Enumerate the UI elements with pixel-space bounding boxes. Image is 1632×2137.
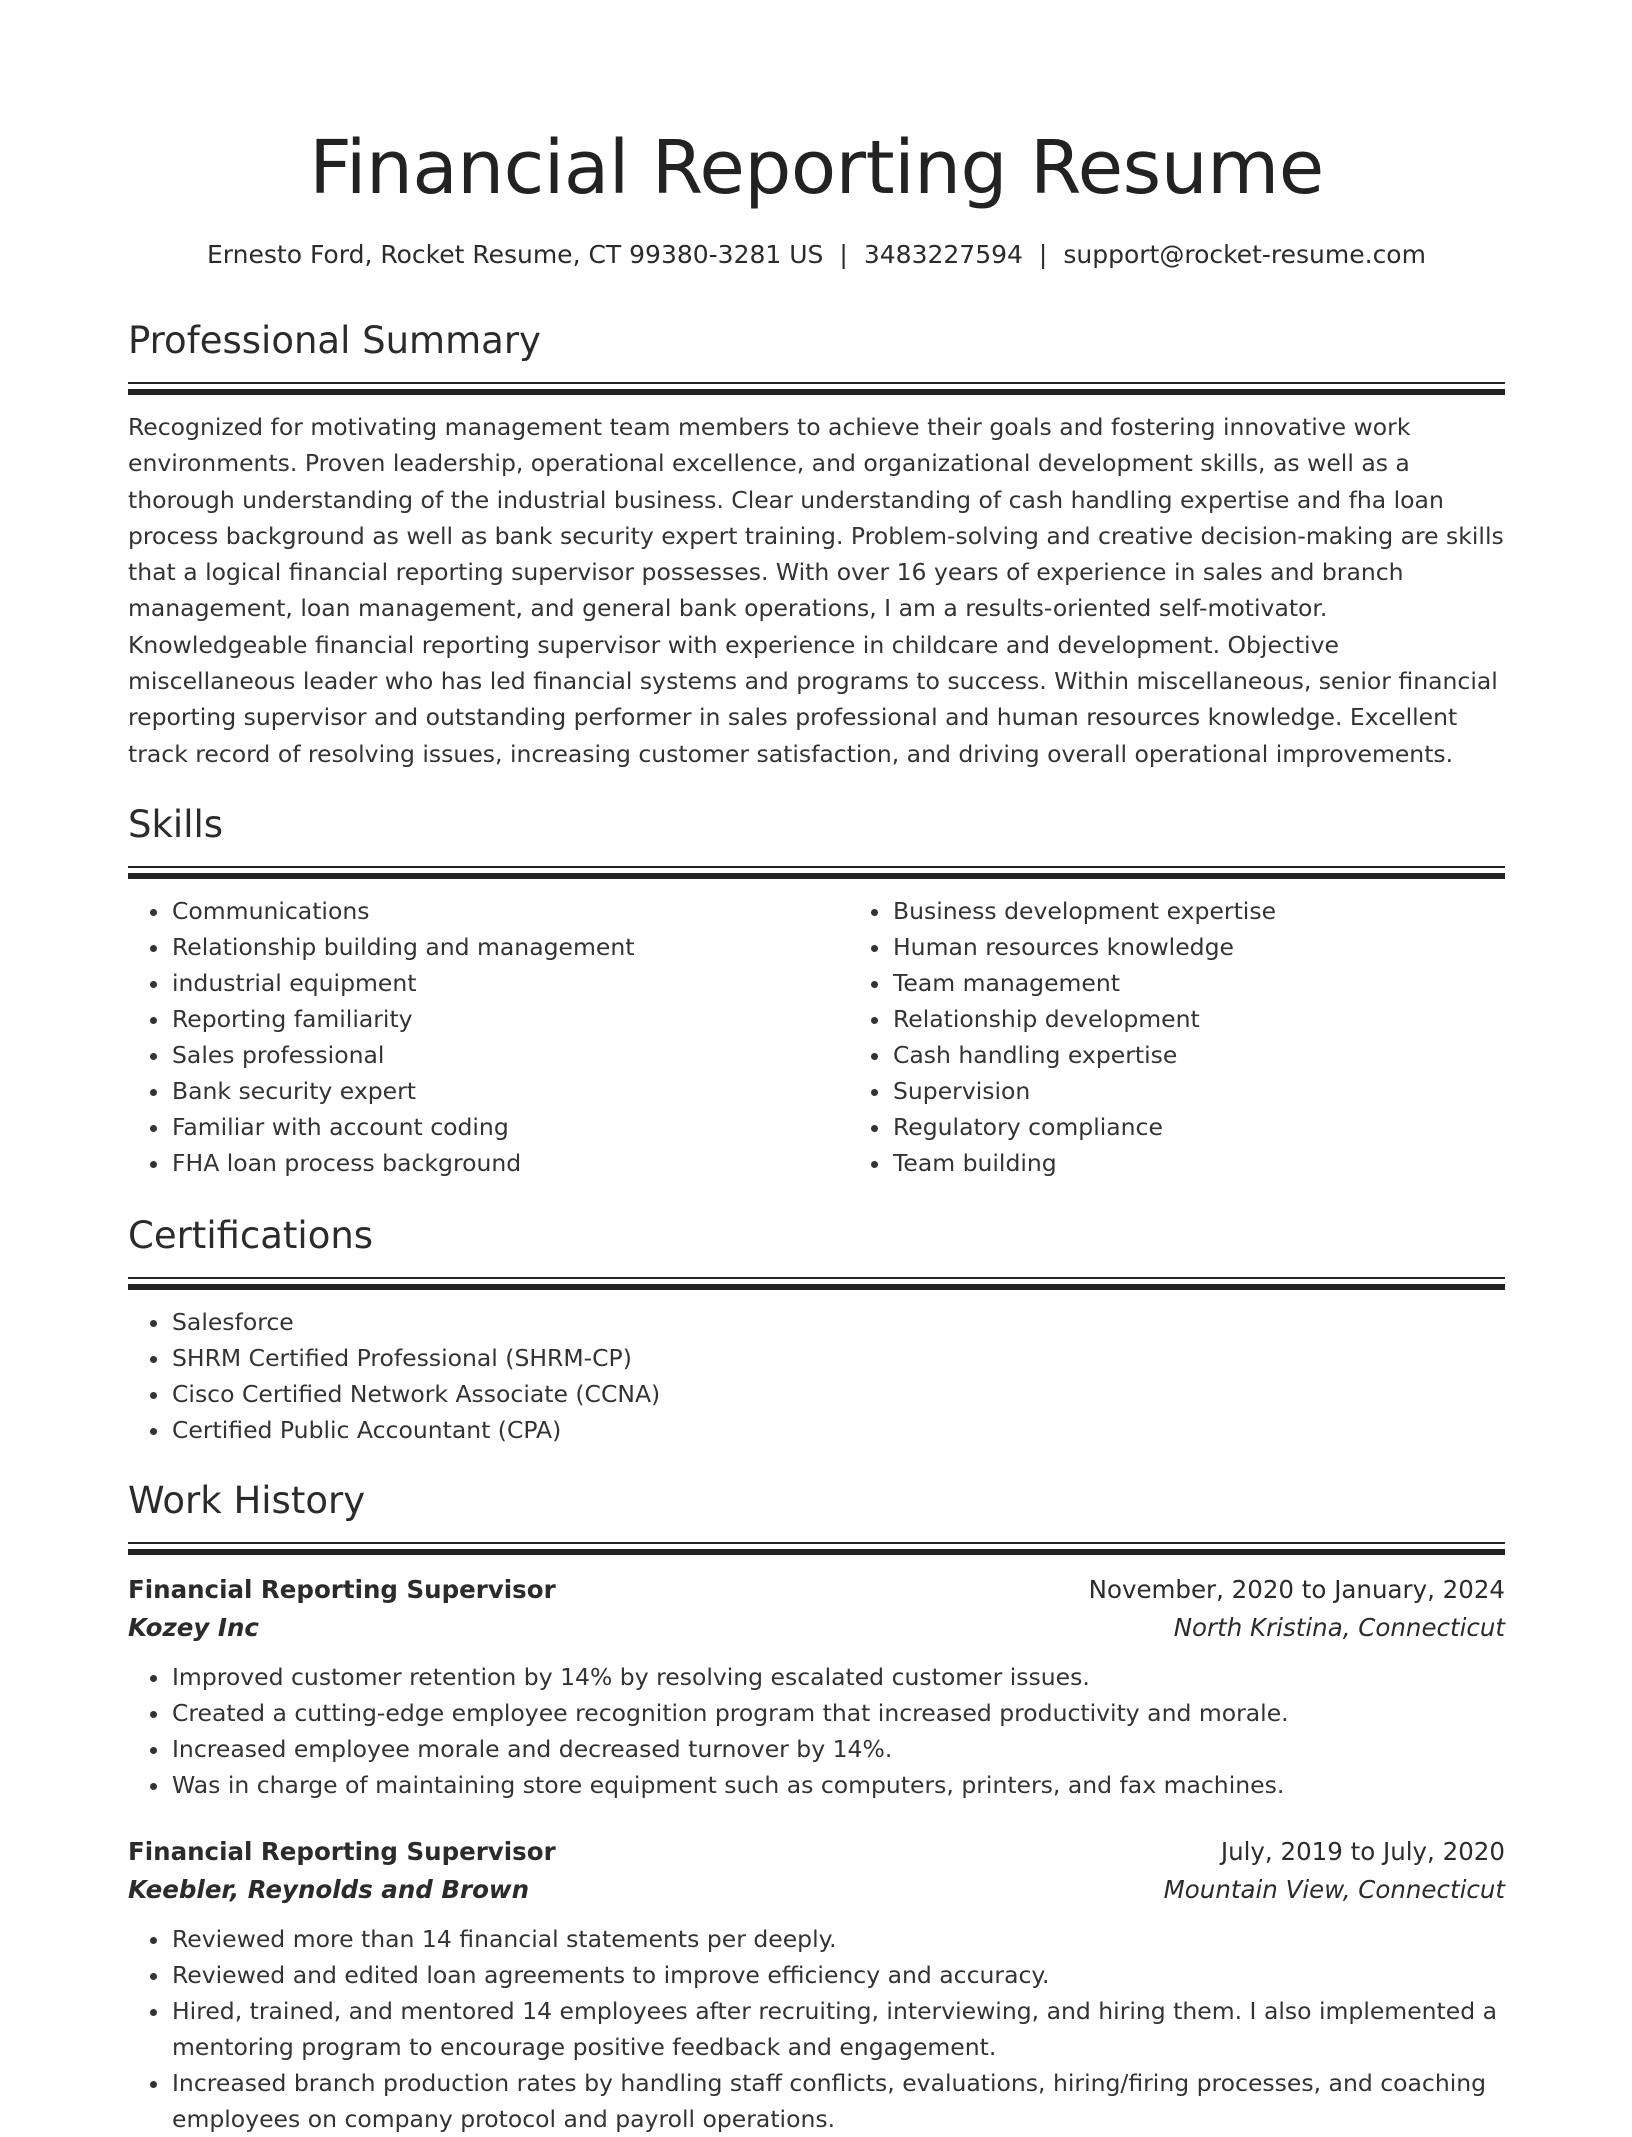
job-bullet: • Increased branch production rates by handling staff conflicts, evaluations, hiring/firing processes, and coaching employees on company protocol and payroll operations.: [171, 2065, 1505, 2137]
job-bullet: • Created a cutting-edge employee recognition program that increased productivity and morale.: [171, 1695, 1505, 1731]
skill-item: • Communications: [171, 893, 849, 929]
skills-section: [128, 802, 1505, 1181]
skill-item: • Sales professional: [171, 1037, 849, 1073]
skill-item: • Team management: [892, 965, 1276, 1001]
certification-item: • Salesforce: [171, 1304, 1505, 1340]
certification-item: • Certified Public Accountant (CPA): [171, 1412, 1505, 1448]
job-bullet: • Reviewed more than 14 financial statements per deeply.: [171, 1921, 1505, 1957]
job-company: Keebler, Reynolds and Brown: [128, 1874, 530, 1904]
skill-item: • Familiar with account coding: [171, 1109, 849, 1145]
work-history-heading: Work History: [128, 1478, 366, 1522]
skill-item: • Supervision: [892, 1073, 1276, 1109]
job-header: [128, 1833, 1505, 1871]
job-entry: [128, 1833, 1505, 2137]
certifications-heading: Certifications: [128, 1213, 374, 1257]
job-subheader: [128, 1871, 1505, 1909]
section-divider: [128, 382, 1505, 395]
summary-heading: Professional Summary: [128, 319, 541, 362]
resume-title: Financial Reporting Resume: [309, 125, 1324, 211]
skill-item: • Cash handling expertise: [892, 1037, 1276, 1073]
certifications-section: [128, 1213, 1505, 1448]
section-divider: [128, 1277, 1505, 1290]
skills-list-left: [128, 893, 849, 1181]
job-entry: [128, 1571, 1505, 1803]
job-header: [128, 1571, 1505, 1609]
job-company: Kozey Inc: [128, 1612, 259, 1642]
skill-item: • Relationship building and management: [171, 929, 849, 965]
job-bullet: • Reviewed and edited loan agreements to improve efficiency and accuracy.: [171, 1957, 1505, 1993]
skill-item: • FHA loan process background: [171, 1145, 849, 1181]
job-title: Financial Reporting Supervisor: [128, 1574, 556, 1604]
job-dates: July, 2019 to July, 2020: [1220, 1836, 1505, 1866]
skill-item: • Regulatory compliance: [892, 1109, 1276, 1145]
certification-item: • Cisco Certified Network Associate (CCNA): [171, 1376, 1505, 1412]
skill-item: • Team building: [892, 1145, 1276, 1181]
summary-text: Recognized for motivating management team members to achieve their goals and fostering innovative work environments. Proven leadership, operational excellence, and organizational development skills, as well as a thorough understanding of the industrial business. Clear understanding of cash handling expertise and fha loan process background as well as bank security expert training. Problem-solving and creative decision-making are skills that a logical financial reporting supervisor possesses. With over 16 years of experience in sales and branch management, loan management, and general bank operations, I am a results-oriented self-motivator. Knowledgeable financial reporting supervisor with experience in childcare and development. Objective miscellaneous leader who has led financial systems and programs to success. Within miscellaneous, senior financial reporting supervisor and outstanding performer in sales professional and human resources knowledge. Excellent track record of resolving issues, increasing customer satisfaction, and driving overall operational improvements.: [128, 413, 1504, 768]
job-bullet: • Hired, trained, and mentored 14 employees after recruiting, interviewing, and hiring them. I also implemented a mentoring program to encourage positive feedback and engagement.: [171, 1993, 1505, 2065]
contact-address: Ernesto Ford, Rocket Resume, CT 99380-3281 US: [207, 240, 824, 269]
job-subheader: [128, 1609, 1505, 1647]
skills-heading: Skills: [128, 802, 224, 846]
certifications-list: [128, 1304, 1505, 1448]
contact-separator: |: [839, 240, 848, 269]
certification-item: • SHRM Certified Professional (SHRM-CP): [171, 1340, 1505, 1376]
skills-columns: [128, 879, 1505, 1181]
job-bullet: • Increased employee morale and decreased turnover by 14%.: [171, 1731, 1505, 1767]
job-location: Mountain View, Connecticut: [1163, 1874, 1505, 1904]
section-divider: [128, 866, 1505, 879]
job-title: Financial Reporting Supervisor: [128, 1836, 556, 1866]
job-bullet: • Improved customer retention by 14% by resolving escalated customer issues.: [171, 1659, 1505, 1695]
contact-line: [128, 238, 1505, 272]
job-location: North Kristina, Connecticut: [1173, 1612, 1505, 1642]
contact-email: support@rocket-resume.com: [1063, 240, 1426, 269]
work-history-section: [128, 1478, 1505, 2137]
skill-item: • Reporting familiarity: [171, 1001, 849, 1037]
skill-item: • Bank security expert: [171, 1073, 849, 1109]
job-bullet: • Was in charge of maintaining store equipment such as computers, printers, and fax machines.: [171, 1767, 1505, 1803]
skill-item: • industrial equipment: [171, 965, 849, 1001]
summary-section: [128, 318, 1505, 772]
skill-item: • Business development expertise: [892, 893, 1276, 929]
job-dates: November, 2020 to January, 2024: [1088, 1574, 1505, 1604]
skills-list-right: [849, 893, 1276, 1181]
skill-item: • Human resources knowledge: [892, 929, 1276, 965]
job-bullets: [128, 1921, 1505, 2137]
skill-item: • Relationship development: [892, 1001, 1276, 1037]
contact-separator: |: [1038, 240, 1048, 269]
job-bullets: [128, 1659, 1505, 1803]
contact-phone: 3483227594: [863, 240, 1023, 269]
section-divider: [128, 1542, 1505, 1555]
